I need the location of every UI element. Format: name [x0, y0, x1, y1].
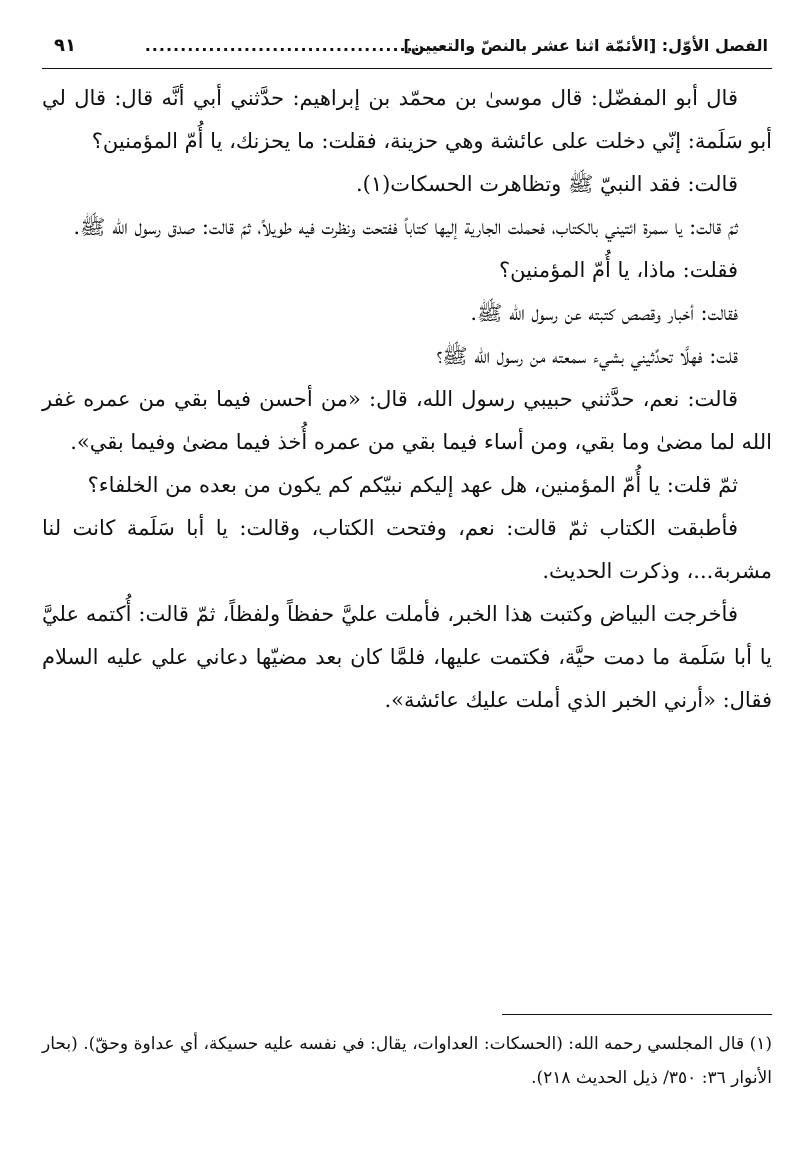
- paragraph: ثمّ قلت: يا أُمّ المؤمنين، هل عهد إليكم نبيّكم كم يكون من بعده من الخلفاء؟: [87, 473, 738, 497]
- paragraph: قالت: فقد النبيّ ﷺ وتظاهرت الحسكات(١).: [355, 172, 738, 196]
- footnotes: [42, 1014, 772, 1095]
- chapter-title: الفصل الأوّل: [الأئمّة اثنا عشر بالنصّ والتعيين]: [403, 36, 768, 55]
- paragraph: ثمّ قالت: يا سمرة ائتيني بالكتاب، فحملت الجارية إليها كتاباً ففتحت ونظرت فيه طويلاً، ثمّ قالت: صدق رسول الله ﷺ.: [73, 215, 738, 239]
- running-header: [42, 24, 772, 69]
- book-page: [42, 24, 772, 1144]
- paragraph: فقالت: أخبار وقصص كتبته عن رسول الله ﷺ.: [470, 301, 738, 325]
- paragraph: قال أبو المفضّل: قال موسىٰ بن محمّد بن إبراهيم: حدَّثني أبي أنَّه قال: قال لي أبو سَلَمة: إنّي دخلت على عائشة وهي حزينة، فقلت: ما يحزنك، يا أُمّ المؤمنين؟: [42, 86, 772, 153]
- footnote: (١) قال المجلسي رحمه الله: (الحسكات: العداوات، يقال: في نفسه عليه حسيكة، أي عداوة وحقّ). (بحار الأنوار ٣٦: ٣٥٠/ ذيل الحديث ٢١٨).: [42, 1034, 772, 1088]
- paragraph: فأخرجت البياض وكتبت هذا الخبر، فأملت عليَّ حفظاً ولفظاً، ثمّ قالت: أُكتمه عليَّ يا أبا سَلَمة ما دمت حيَّة، فكتمت عليها، فلمَّا كان بعد مضيّها دعاني علي عليه السلام فقال: «أرني الخبر الذي أملت عليك عائشة».: [42, 602, 772, 712]
- paragraph: قلت: فهلَّا تحدِّثيني بشيء سمعته من رسول الله ﷺ؟: [436, 344, 738, 368]
- leader-dots: ..........................................: [144, 36, 442, 55]
- paragraph: فقلت: ماذا، يا أُمّ المؤمنين؟: [499, 258, 738, 282]
- paragraph: فأطبقت الكتاب ثمّ قالت: نعم، وفتحت الكتاب، وقالت: يا أبا سَلَمة كانت لنا مشربة...، وذكرت الحديث.: [42, 516, 772, 583]
- footnote-rule: [502, 1014, 772, 1015]
- page-body: [42, 77, 772, 722]
- paragraph: قالت: نعم، حدَّثني حبيبي رسول الله، قال: «من أحسن فيما بقي من عمره غفر الله لما مضىٰ وما بقي، ومن أساء فيما بقي من عمره أُخذ فيما مضىٰ وفيما بقي».: [42, 387, 772, 454]
- page-number: ٩١: [54, 35, 76, 56]
